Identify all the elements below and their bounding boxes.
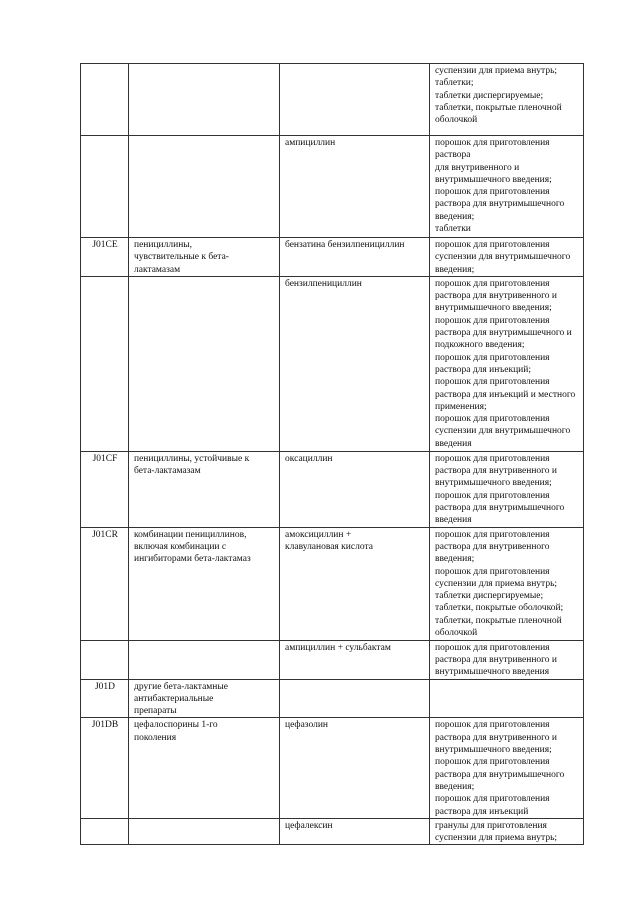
atc-code-cell [81, 136, 129, 238]
dosage-form-cell: порошок для приготовления раствора для внутривенного и внутримышечного введения; порошок для приготовления раствора для внутримышечного введения [430, 451, 584, 527]
group-cell [129, 640, 280, 679]
table-row [81, 238, 584, 277]
dosage-form-cell: порошок для приготовления раствора для внутривенного введения; порошок для приготовления суспензии для приема внутрь; таблетки диспергируемые; таблетки, покрытые оболочкой; таблетки, покрытые пленочной оболочкой [430, 527, 584, 640]
drug-cell: бензилпенициллин [280, 276, 430, 451]
atc-code-cell [81, 64, 129, 136]
group-cell [129, 818, 280, 845]
drug-cell: ампициллин + сульбактам [280, 640, 430, 679]
atc-code-cell: J01CF [81, 451, 129, 527]
drug-cell [280, 64, 430, 136]
atc-code-cell [81, 276, 129, 451]
dosage-form-cell [430, 679, 584, 718]
atc-code-cell: J01CE [81, 238, 129, 277]
group-cell [129, 276, 280, 451]
group-cell: другие бета-лактамные антибактериальные препараты [129, 679, 280, 718]
atc-code-cell [81, 818, 129, 845]
group-cell [129, 136, 280, 238]
atc-code-cell: J01CR [81, 527, 129, 640]
table-row [81, 136, 584, 238]
group-cell: пенициллины, чувствительные к бета- лактамазам [129, 238, 280, 277]
table-row [81, 451, 584, 527]
dosage-form-cell: порошок для приготовления раствора для внутривенного и внутримышечного введения; порошок для приготовления раствора для внутримышечного введения; порошок для приготовления раствора для инъекций [430, 718, 584, 818]
drug-cell: амоксициллин + клавулановая кислота [280, 527, 430, 640]
table-row [81, 276, 584, 451]
group-cell: пенициллины, устойчивые к бета-лактамазам [129, 451, 280, 527]
dosage-form-cell: гранулы для приготовления суспензии для приема внутрь; [430, 818, 584, 845]
table-row [81, 640, 584, 679]
drug-cell [280, 679, 430, 718]
dosage-form-cell: порошок для приготовления раствора для внутривенного и внутримышечного введения; порошок для приготовления раствора для внутримышечного и подкожного введения; порошок для приготовления раствора для инъекций; порошок для приготовления раствора для инъекций и местного применения; порошок для приготовления суспензии для внутримышечного введения [430, 276, 584, 451]
table-row [81, 64, 584, 136]
atc-code-cell: J01D [81, 679, 129, 718]
atc-code-cell [81, 640, 129, 679]
table-row [81, 527, 584, 640]
group-cell [129, 64, 280, 136]
dosage-form-cell: суспензии для приема внутрь; таблетки; таблетки диспергируемые; таблетки, покрытые пленочной оболочкой [430, 64, 584, 136]
table-row [81, 679, 584, 718]
atc-code-cell: J01DB [81, 718, 129, 818]
dosage-form-cell: порошок для приготовления суспензии для внутримышечного введения; [430, 238, 584, 277]
drug-cell: оксациллин [280, 451, 430, 527]
drug-cell: цефалексин [280, 818, 430, 845]
dosage-form-cell: порошок для приготовления раствора для внутривенного и внутримышечного введения [430, 640, 584, 679]
group-cell: цефалоспорины 1-го поколения [129, 718, 280, 818]
drug-cell: ампициллин [280, 136, 430, 238]
dosage-form-cell: порошок для приготовления раствора для внутривенного и внутримышечного введения; порошок для приготовления раствора для внутримышечного введения; таблетки [430, 136, 584, 238]
drug-cell: бензатина бензилпенициллин [280, 238, 430, 277]
drug-cell: цефазолин [280, 718, 430, 818]
drug-list-table [80, 63, 584, 845]
table-row [81, 718, 584, 818]
group-cell: комбинации пенициллинов, включая комбинации с ингибиторами бета-лактамаз [129, 527, 280, 640]
table-row [81, 818, 584, 845]
